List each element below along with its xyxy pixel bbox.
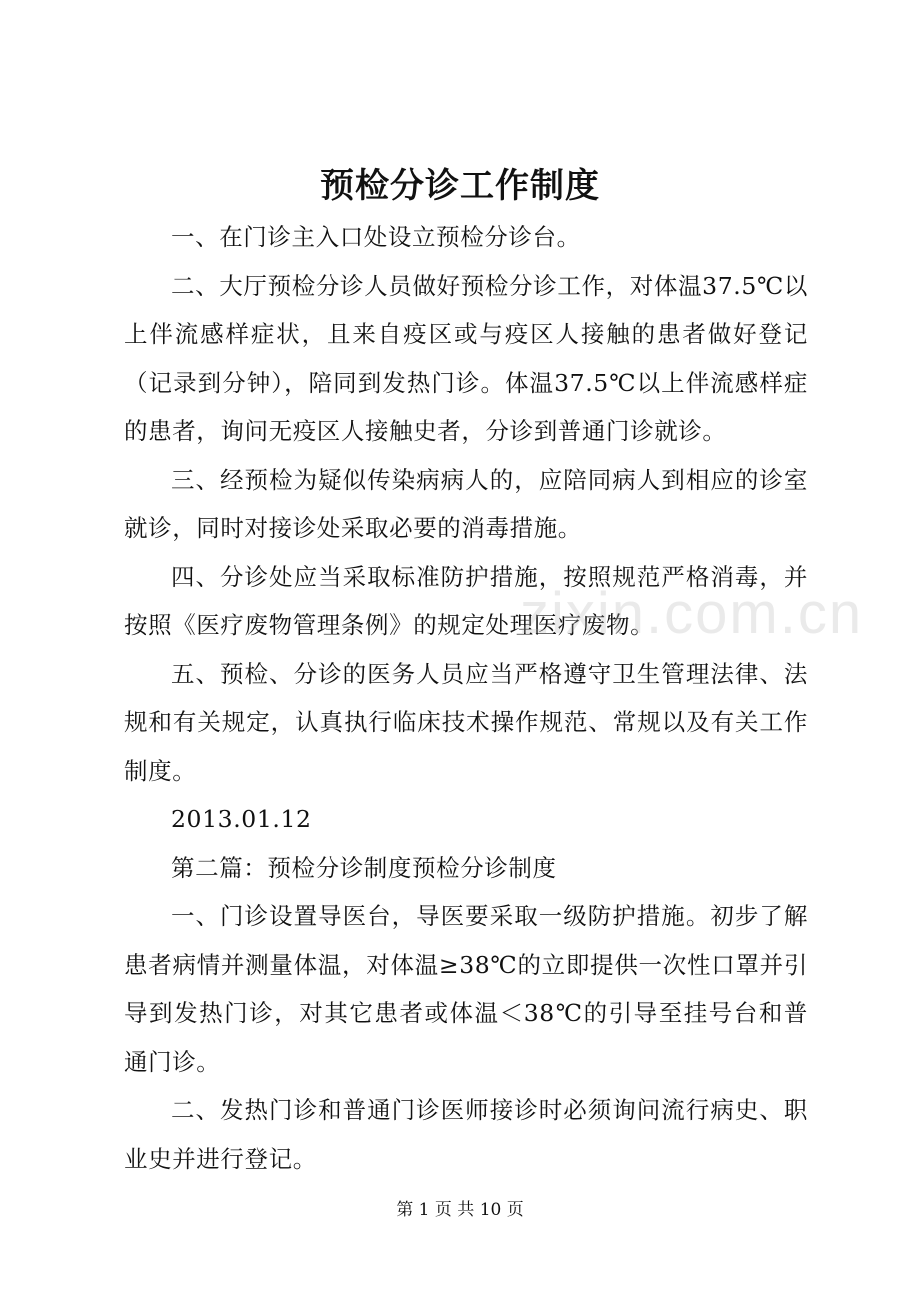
paragraph-1: 一、在门诊主入口处设立预检分诊台。 (171, 223, 581, 251)
section-heading: 第二篇：预检分诊制度预检分诊制度 (171, 853, 557, 882)
paragraph-3: 三、经预检为疑似传染病病人的，应陪同病人到相应的诊室就诊，同时对接诊处采取必要的消毒措施。 (124, 465, 808, 542)
site-watermark: zixin.com.cn (520, 581, 864, 646)
paragraph-4: 四、分诊处应当采取标准防护措施，按照规范严格消毒，并按照《医疗废物管理条例》的规定处理医疗废物。 (124, 562, 808, 639)
paragraph-7: 二、发热门诊和普通门诊医师接诊时必须询问流行病史、职业史并进行登记。 (124, 1096, 808, 1173)
page-number-footer: 第 1 页 共 10 页 (396, 1200, 524, 1220)
paragraph-5: 五、预检、分诊的医务人员应当严格遵守卫生管理法律、法规和有关规定，认真执行临床技术操作规范、常规以及有关工作制度。 (124, 659, 808, 785)
paragraph-6: 一、门诊设置导医台，导医要采取一级防护措施。初步了解患者病情并测量体温，对体温≥38℃的立即提供一次性口罩并引导到发热门诊，对其它患者或体温＜38℃的引导至挂号台和普通门诊。 (124, 902, 808, 1076)
document-body (124, 213, 808, 1183)
paragraph-2: 二、大厅预检分诊人员做好预检分诊工作，对体温37.5℃以上伴流感样症状，且来自疫区或与疫区人接触的患者做好登记（记录到分钟），陪同到发热门诊。体温37.5℃以上伴流感样症的患者，询问无疫区人接触史者，分诊到普通门诊就诊。 (124, 271, 808, 445)
document-title: 预检分诊工作制度 (320, 166, 600, 206)
document-date: 2013.01.12 (171, 805, 312, 833)
